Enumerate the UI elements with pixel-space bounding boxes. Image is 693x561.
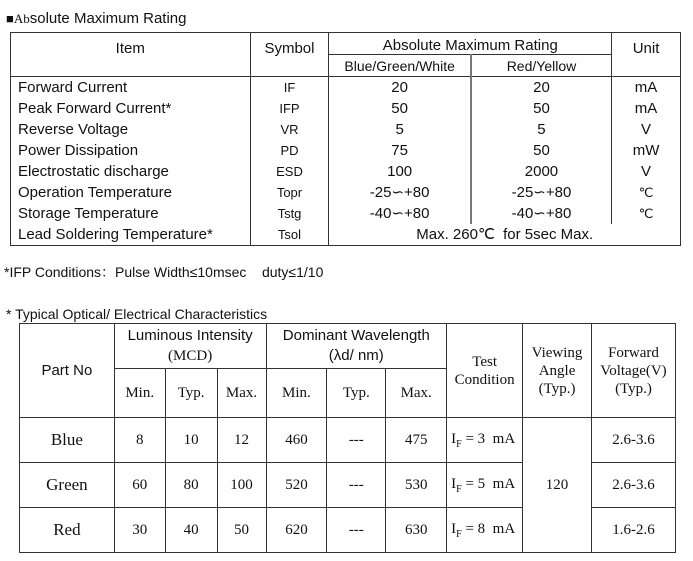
li-min: 60 [114,463,165,508]
value-bgw: 100 [329,161,471,182]
cond-symbol: I [451,475,457,492]
symbol-cell: IFP [250,98,329,119]
wl-max: 630 [386,508,447,553]
value-ry: -25∽+80 [471,182,612,203]
header-forward-voltage [591,324,675,418]
header-sub-bgw: Blue/Green/White [329,55,471,77]
optical-table [19,323,676,553]
li-max: 50 [217,508,266,553]
value-bgw: -25∽+80 [329,182,471,203]
symbol-cell: Tsol [250,224,329,246]
header-li-min: Min. [114,369,165,418]
li-typ: 80 [165,463,217,508]
viewing-typ-label: (Typ.) [538,380,576,397]
li-min: 30 [114,508,165,553]
title-rest: solute Maximum Rating [29,10,187,27]
viewing-label: Viewing [531,344,583,361]
unit-cell: ℃ [612,203,681,224]
angle-label: Angle [538,362,576,379]
viewing-angle-value: 120 [523,418,592,553]
cond-value: = 3 mA [461,430,516,447]
header-wl-typ: Typ. [327,369,386,418]
unit-cell: V [612,119,681,140]
header-item: Item [11,33,251,77]
table-row [11,224,681,246]
cond-value: = 8 mA [461,520,516,537]
item-label: Forward Current [11,77,251,99]
wavelength-label: Dominant Wavelength [282,327,430,344]
li-max: 100 [217,463,266,508]
unit-cell: mA [612,77,681,99]
item-label: Peak Forward Current* [11,98,251,119]
cond-subscript: F [456,483,462,495]
ifp-note: *IFP Conditions：Pulse Width≤10msec duty≤1/10 [4,264,324,280]
header-symbol: Symbol [250,33,329,77]
table-row [11,119,681,140]
forward-voltage: 2.6-3.6 [591,463,675,508]
section-title-abs-max [6,10,186,27]
cond-value: = 5 mA [461,475,516,492]
symbol-cell: Tstg [250,203,329,224]
cond-subscript: F [456,528,462,540]
solder-value: Max. 260℃ for 5sec Max. [329,224,681,246]
section-title-optical: * Typical Optical/ Electrical Characteristics [6,306,268,322]
li-typ: 10 [165,418,217,463]
table-row [11,182,681,203]
header-li-typ: Typ. [165,369,217,418]
value-ry: 20 [471,77,612,99]
symbol-cell: VR [250,119,329,140]
header-test-condition [447,324,523,418]
header-unit: Unit [612,33,681,77]
value-ry: 5 [471,119,612,140]
forward-voltage: 2.6-3.6 [591,418,675,463]
symbol-cell: PD [250,140,329,161]
wl-min: 460 [266,418,327,463]
table-row [11,161,681,182]
unit-cell: V [612,161,681,182]
test-label: Test [472,353,497,370]
symbol-cell: IF [250,77,329,99]
title-initial-letters: Ab [13,11,30,26]
cond-subscript: F [456,438,462,450]
header-sub-ry: Red/Yellow [471,55,612,77]
test-condition [447,418,523,463]
symbol-cell: Topr [250,182,329,203]
forward-label: Forward [608,344,659,361]
cond-symbol: I [451,430,457,447]
item-label: Lead Soldering Temperature* [11,224,251,246]
value-ry: -40∽+80 [471,203,612,224]
table-row [20,418,676,463]
table-row [11,98,681,119]
item-label: Power Dissipation [11,140,251,161]
wl-max: 530 [386,463,447,508]
value-bgw: 75 [329,140,471,161]
li-min: 8 [114,418,165,463]
forward-typ-label: (Typ.) [615,380,652,397]
header-wavelength [266,324,447,369]
abs-max-table [10,32,681,246]
header-rating: Absolute Maximum Rating [329,33,612,55]
li-max: 12 [217,418,266,463]
value-bgw: 5 [329,119,471,140]
luminous-label: Luminous Intensity [127,327,253,344]
value-bgw: 50 [329,98,471,119]
header-viewing-angle [523,324,592,418]
black-square-icon: ■ [6,11,14,26]
forward-voltage: 1.6-2.6 [591,508,675,553]
wl-typ: --- [327,418,386,463]
part-name: Red [20,508,115,553]
header-luminous [114,324,266,369]
test-condition [447,463,523,508]
header-part-no: Part No [20,324,115,418]
unit-cell: mA [612,98,681,119]
value-ry: 2000 [471,161,612,182]
part-name: Blue [20,418,115,463]
wavelength-unit: (λd/ nm) [328,347,384,364]
value-bgw: 20 [329,77,471,99]
wl-min: 520 [266,463,327,508]
test-condition [447,508,523,553]
header-wl-min: Min. [266,369,327,418]
wl-typ: --- [327,463,386,508]
luminous-unit: (MCD) [168,348,213,364]
unit-cell: ℃ [612,182,681,203]
li-typ: 40 [165,508,217,553]
value-ry: 50 [471,140,612,161]
table-row [11,140,681,161]
header-li-max: Max. [217,369,266,418]
table-row [11,77,681,99]
wl-typ: --- [327,508,386,553]
voltage-label: Voltage(V) [600,362,667,379]
item-label: Electrostatic discharge [11,161,251,182]
part-name: Green [20,463,115,508]
unit-cell: mW [612,140,681,161]
symbol-cell: ESD [250,161,329,182]
item-label: Storage Temperature [11,203,251,224]
wl-max: 475 [386,418,447,463]
cond-symbol: I [451,520,457,537]
table-row [11,203,681,224]
item-label: Reverse Voltage [11,119,251,140]
header-wl-max: Max. [386,369,447,418]
item-label: Operation Temperature [11,182,251,203]
value-ry: 50 [471,98,612,119]
condition-label: Condition [454,371,515,388]
wl-min: 620 [266,508,327,553]
value-bgw: -40∽+80 [329,203,471,224]
